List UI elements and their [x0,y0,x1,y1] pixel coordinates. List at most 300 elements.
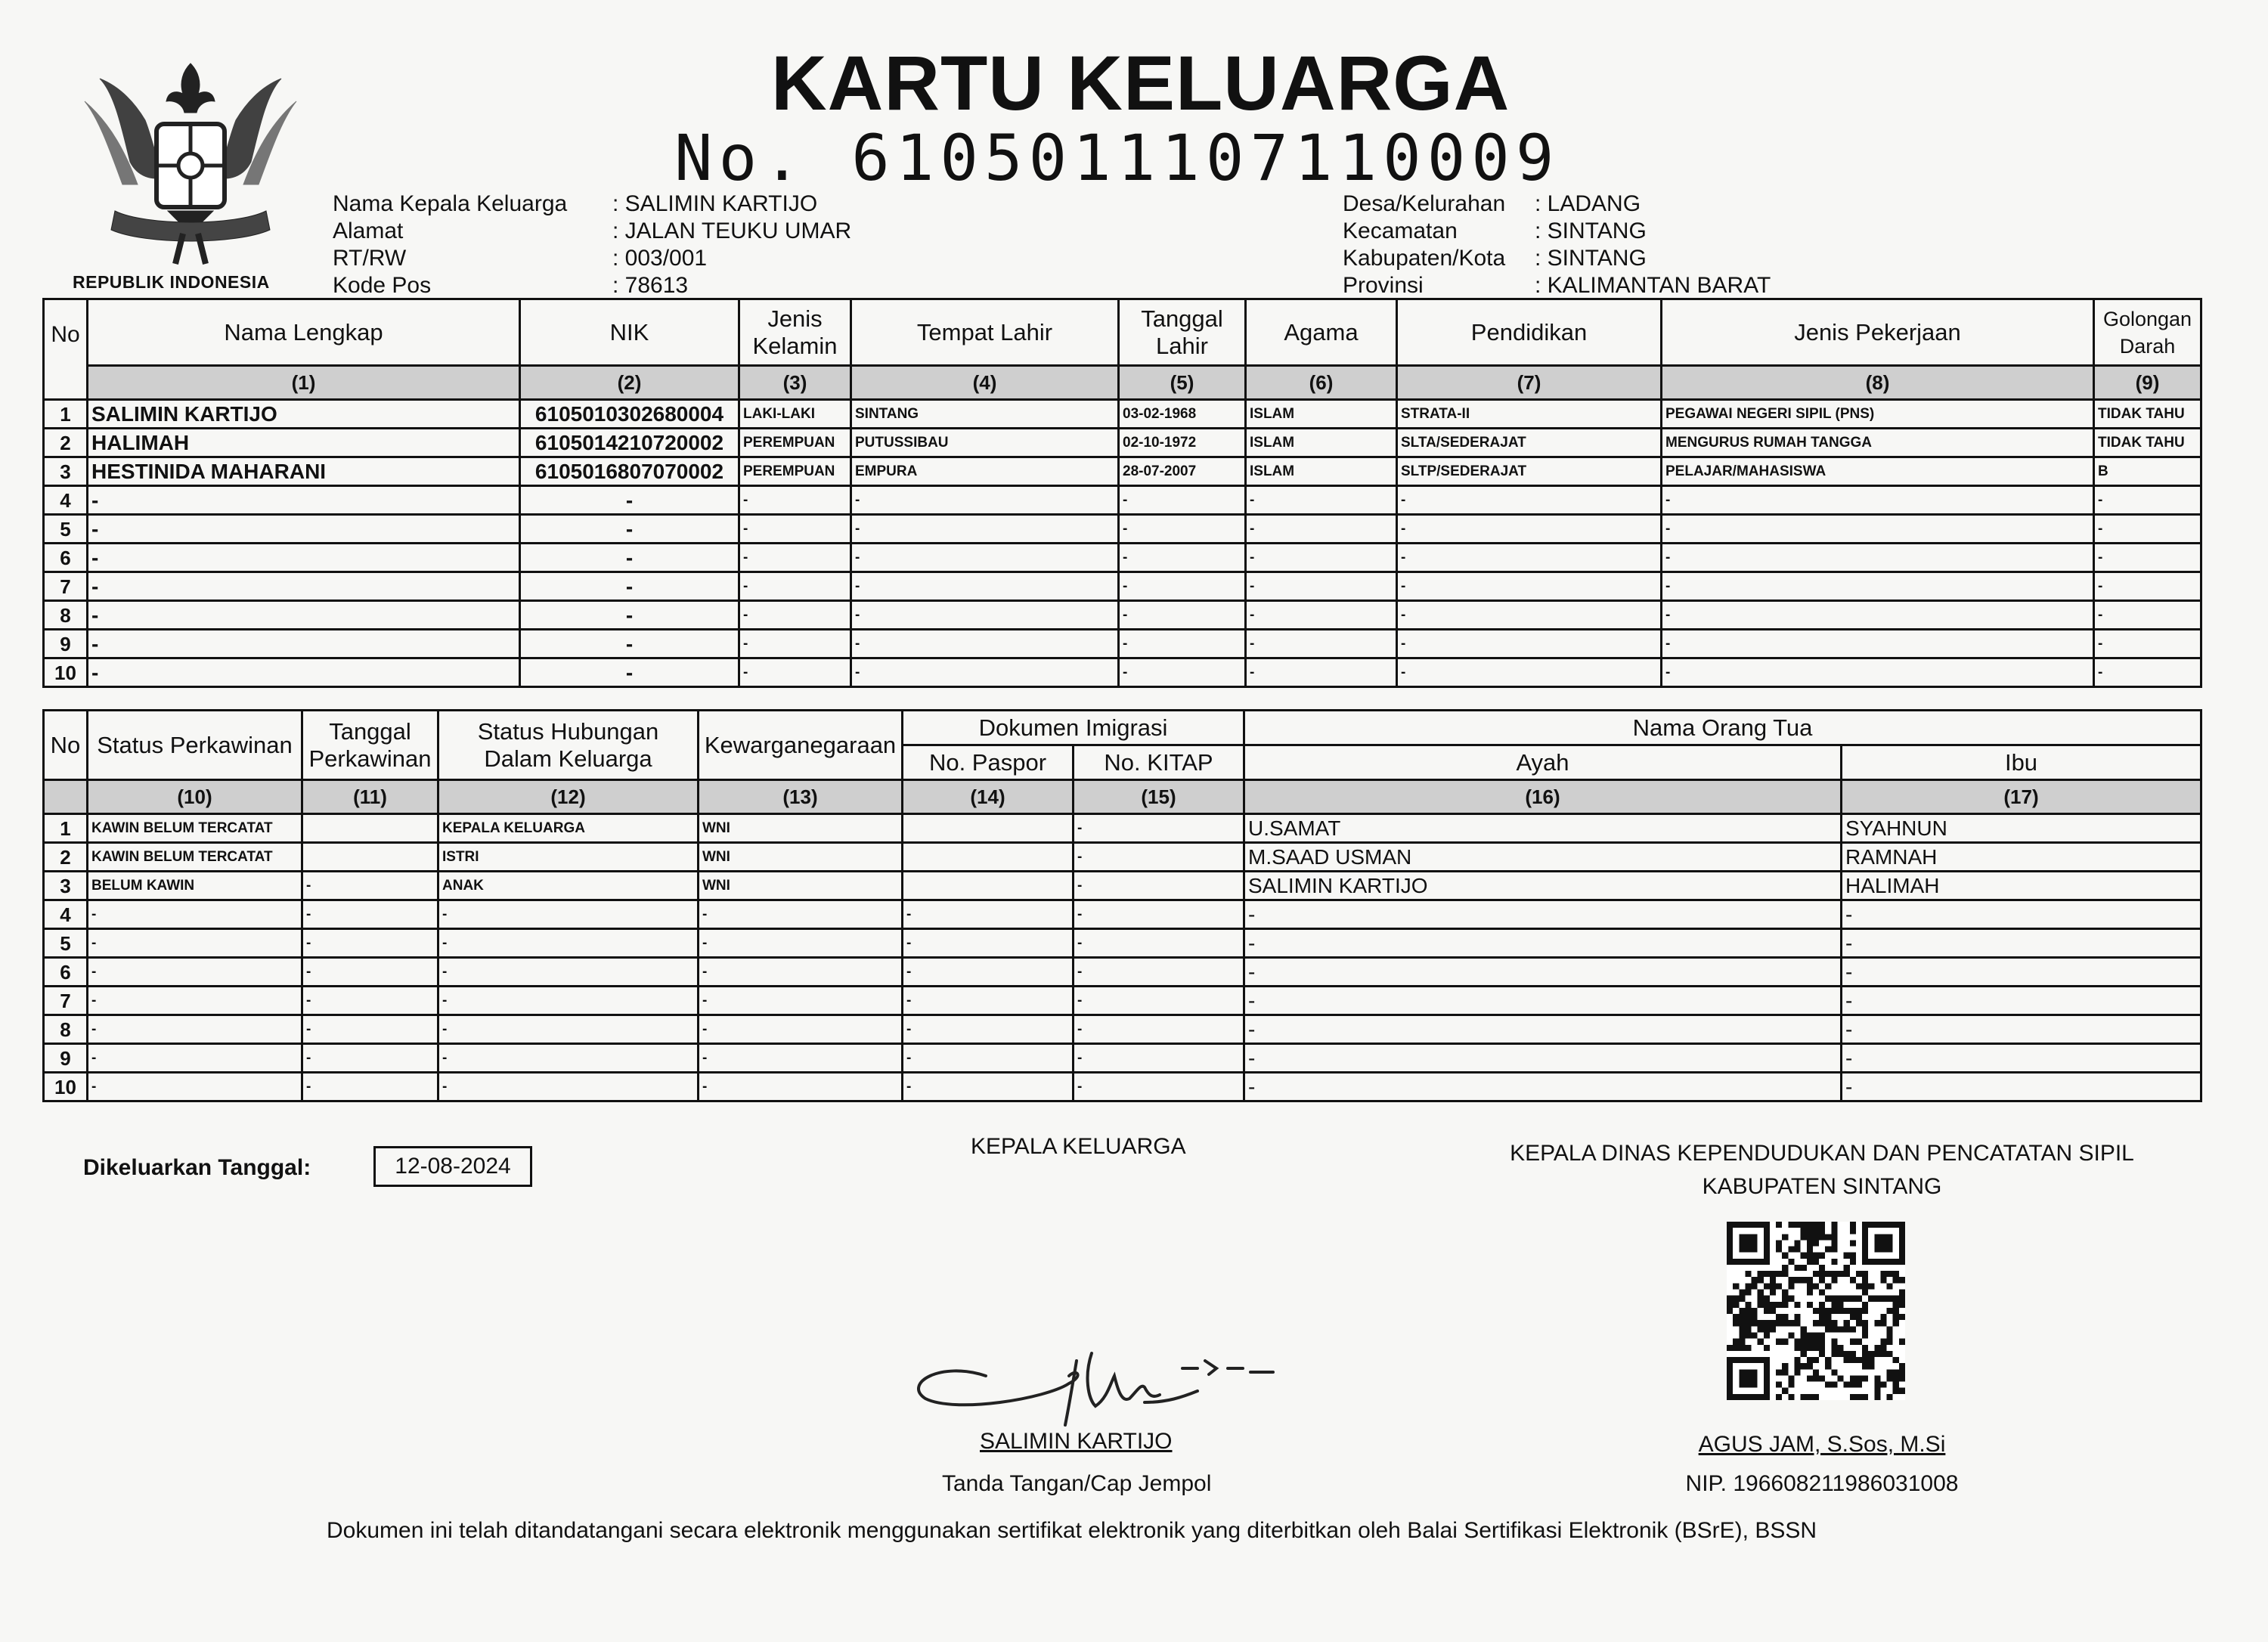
table-cell: - [1397,658,1662,687]
column-number: (11) [302,780,438,814]
table-header-row [44,299,2201,366]
table-row [44,400,2201,429]
table-cell: - [903,929,1074,958]
table-cell: - [1119,515,1246,544]
qr-code-icon [1727,1222,1905,1400]
col-header-tanggal-lahir: Tanggal Lahir [1119,299,1246,366]
table-cell: - [1842,1015,2201,1044]
garuda-emblem-icon [70,48,311,275]
table-row [44,1044,2201,1073]
table-cell: 3 [44,457,88,486]
table-cell: - [1119,630,1246,658]
table-cell: WNI [699,843,903,872]
family-status-table [42,709,2202,1102]
table-cell: BELUM KAWIN [88,872,302,900]
table-cell: - [302,1015,438,1044]
table-cell: 9 [44,1044,88,1073]
column-number: (9) [2094,366,2201,400]
table-cell: - [1662,658,2094,687]
info-row-kecamatan [1343,218,1771,245]
table-cell: 02-10-1972 [1119,429,1246,457]
table-cell: - [1074,843,1244,872]
kepala-keluarga-name: SALIMIN KARTIJO [980,1429,1173,1454]
table-row [44,457,2201,486]
col-header-golongan-darah: Golongan Darah [2094,299,2201,366]
table-cell: PEGAWAI NEGERI SIPIL (PNS) [1662,400,2094,429]
column-number: (16) [1244,780,1842,814]
table-cell: - [1119,486,1246,515]
table-cell: - [438,1044,699,1073]
col-header-no-kitap: No. KITAP [1074,745,1244,780]
table-cell: - [1244,958,1842,987]
table-cell: TIDAK TAHU [2094,429,2201,457]
info-value: : LADANG [1535,191,1641,216]
table-cell: - [520,572,739,601]
table-cell: 5 [44,515,88,544]
col-header-agama: Agama [1246,299,1397,366]
table-cell: B [2094,457,2201,486]
table-cell: - [1662,544,2094,572]
info-value: : 78613 [612,273,689,298]
table-cell: - [88,1044,302,1073]
table-row [44,872,2201,900]
column-number: (14) [903,780,1074,814]
family-members-table [42,298,2202,688]
table-cell: ANAK [438,872,699,900]
table-cell: - [1246,658,1397,687]
table-cell: - [903,958,1074,987]
table-cell: - [1074,900,1244,929]
table-cell: ISLAM [1246,429,1397,457]
info-label: Alamat [333,218,404,243]
table-cell: - [2094,515,2201,544]
table-cell: - [903,1073,1074,1101]
table-cell: SINTANG [851,400,1119,429]
table-cell: - [1244,987,1842,1015]
table-cell: - [739,515,851,544]
table-cell: - [1842,900,2201,929]
table-cell: - [1074,987,1244,1015]
table-cell: - [1662,601,2094,630]
table-row [44,814,2201,843]
table-cell [302,843,438,872]
table-cell: - [1119,658,1246,687]
table-cell: MENGURUS RUMAH TANGGA [1662,429,2094,457]
table-cell: - [1074,814,1244,843]
table-cell: - [302,987,438,1015]
table-cell: SLTP/SEDERAJAT [1397,457,1662,486]
official-nip: NIP. 196608211986031008 [1685,1471,1959,1496]
column-number: (3) [739,366,851,400]
household-info-right [1343,191,1771,299]
table-cell: - [1119,544,1246,572]
col-header-no: No [44,299,88,400]
info-value: : KALIMANTAN BARAT [1535,273,1771,298]
table-cell: - [903,1044,1074,1073]
table-cell [302,814,438,843]
table-row [44,658,2201,687]
table-row [44,515,2201,544]
col-header-pekerjaan: Jenis Pekerjaan [1662,299,2094,366]
column-number: (17) [1842,780,2201,814]
table-cell: - [1074,1015,1244,1044]
table-cell: - [2094,658,2201,687]
table-cell: 6105014210720002 [520,429,739,457]
col-header-status-hubungan: Status Hubungan Dalam Keluarga [438,711,699,780]
table-cell [903,814,1074,843]
table-cell: - [851,572,1119,601]
info-value: : SINTANG [1535,246,1647,271]
table-cell: - [1074,872,1244,900]
table-cell: - [438,958,699,987]
table-cell: - [1842,929,2201,958]
table-cell: - [302,900,438,929]
table-row [44,958,2201,987]
table-cell: HESTINIDA MAHARANI [88,457,520,486]
table-cell: - [1244,929,1842,958]
table-cell: SYAHNUN [1842,814,2201,843]
signature-icon [895,1331,1288,1429]
table-cell: - [699,900,903,929]
table-cell: - [88,929,302,958]
info-label: Desa/Kelurahan [1343,191,1506,216]
table-cell: EMPURA [851,457,1119,486]
column-number: (7) [1397,366,1662,400]
table-cell: - [1662,515,2094,544]
info-label: Kode Pos [333,273,432,298]
table-cell: - [88,515,520,544]
table-cell: WNI [699,872,903,900]
table-row [44,987,2201,1015]
document-number: No. 6105011107110009 [674,121,1560,195]
table-header-row [44,711,2201,745]
col-header-nama: Nama Lengkap [88,299,520,366]
issued-date-label: Dikeluarkan Tanggal: [83,1155,311,1180]
table-cell: - [1842,958,2201,987]
table-cell: - [520,544,739,572]
table-cell: - [520,486,739,515]
table-cell: - [520,601,739,630]
table-cell: PEREMPUAN [739,429,851,457]
table-cell: - [1397,572,1662,601]
table-cell [903,843,1074,872]
column-number: (15) [1074,780,1244,814]
info-value: : SALIMIN KARTIJO [612,191,818,216]
table-cell: - [1397,630,1662,658]
column-number: (6) [1246,366,1397,400]
table-cell: ISLAM [1246,457,1397,486]
table-cell: - [88,658,520,687]
column-number: (2) [520,366,739,400]
table-cell: - [88,630,520,658]
table-cell: WNI [699,814,903,843]
table-cell: - [302,1044,438,1073]
table-cell: LAKI-LAKI [739,400,851,429]
table-cell: 5 [44,929,88,958]
col-header-dokumen-imigrasi: Dokumen Imigrasi [903,711,1244,745]
table-cell: - [438,1015,699,1044]
table-cell: - [302,872,438,900]
col-header-ayah: Ayah [1244,745,1842,780]
info-row-rt-rw [333,245,851,272]
info-row-provinsi [1343,272,1771,299]
table-cell: - [88,486,520,515]
table-cell: - [1244,1015,1842,1044]
table-cell: ISTRI [438,843,699,872]
col-header-no: No [44,711,88,780]
col-header-nik: NIK [520,299,739,366]
table-cell: ISLAM [1246,400,1397,429]
column-number-row [44,780,2201,814]
table-cell: 7 [44,572,88,601]
table-cell: 8 [44,1015,88,1044]
info-label: Nama Kepala Keluarga [333,191,568,216]
table-cell: 9 [44,630,88,658]
table-cell: - [1074,929,1244,958]
official-title-line: KEPALA DINAS KEPENDUDUKAN DAN PENCATATAN SIPIL [1510,1141,2134,1166]
column-number: (4) [851,366,1119,400]
table-cell: STRATA-II [1397,400,1662,429]
table-cell: - [88,1015,302,1044]
table-cell: - [1662,486,2094,515]
table-cell: RAMNAH [1842,843,2201,872]
table-cell: - [739,601,851,630]
table-cell: - [520,658,739,687]
table-row [44,630,2201,658]
table-cell: - [1397,601,1662,630]
col-header-jenis-kelamin: Jenis Kelamin [739,299,851,366]
info-row-kabupaten [1343,245,1771,272]
col-header-pendidikan: Pendidikan [1397,299,1662,366]
col-header-status-perkawinan: Status Perkawinan [88,711,302,780]
table-cell: - [88,1073,302,1101]
official-title-line: KABUPATEN SINTANG [1702,1174,1942,1199]
table-cell: HALIMAH [1842,872,2201,900]
column-number: (12) [438,780,699,814]
table-cell: - [1662,630,2094,658]
table-cell: - [699,987,903,1015]
table-cell: - [438,1073,699,1101]
column-number: (13) [699,780,903,814]
table-cell: - [302,1073,438,1101]
col-header-tanggal-perkawinan: Tanggal Perkawinan [302,711,438,780]
table-cell: - [851,601,1119,630]
info-row-kepala-keluarga [333,191,851,218]
table-cell: - [2094,544,2201,572]
table-cell: 6 [44,544,88,572]
table-cell: - [1246,544,1397,572]
table-cell: - [1246,486,1397,515]
table-cell: U.SAMAT [1244,814,1842,843]
table-cell: HALIMAH [88,429,520,457]
table-cell: - [903,900,1074,929]
table-cell: - [851,658,1119,687]
table-cell: - [739,572,851,601]
document-title: KARTU KELUARGA [771,40,1510,126]
table-cell: - [520,630,739,658]
info-label: Provinsi [1343,273,1424,298]
info-row-alamat [333,218,851,245]
table-cell: SALIMIN KARTIJO [88,400,520,429]
table-cell: 03-02-1968 [1119,400,1246,429]
info-value: : SINTANG [1535,218,1647,243]
table-cell: 6105010302680004 [520,400,739,429]
col-header-nama-orang-tua: Nama Orang Tua [1244,711,2201,745]
table-cell: - [88,572,520,601]
column-number: (5) [1119,366,1246,400]
table-cell: - [699,1073,903,1101]
table-cell: - [851,544,1119,572]
col-header-kewarganegaraan: Kewarganegaraan [699,711,903,780]
table-row [44,572,2201,601]
official-title [1436,1137,2208,1204]
table-cell: 3 [44,872,88,900]
table-cell: - [1074,958,1244,987]
table-cell: - [438,900,699,929]
table-cell: - [739,544,851,572]
table-cell: - [739,486,851,515]
info-value: : 003/001 [612,246,708,271]
table-cell: - [88,544,520,572]
table-cell: SALIMIN KARTIJO [1244,872,1842,900]
column-number: (8) [1662,366,2094,400]
table-cell: TIDAK TAHU [2094,400,2201,429]
table-cell: - [88,958,302,987]
table-cell: - [1397,515,1662,544]
info-row-kode-pos [333,272,851,299]
column-number-blank [44,780,88,814]
table-row [44,544,2201,572]
table-cell: - [739,658,851,687]
col-header-tempat-lahir: Tempat Lahir [851,299,1119,366]
table-cell: 4 [44,900,88,929]
col-header-no-paspor: No. Paspor [903,745,1074,780]
table-row [44,929,2201,958]
table-cell: - [903,987,1074,1015]
column-number-row [44,366,2201,400]
table-cell: - [2094,601,2201,630]
household-info-left [333,191,851,299]
table-cell: M.SAAD USMAN [1244,843,1842,872]
table-cell: - [699,958,903,987]
table-cell: 1 [44,814,88,843]
table-cell: - [438,929,699,958]
table-cell: - [851,515,1119,544]
table-cell: 2 [44,429,88,457]
table-cell: - [699,1044,903,1073]
kepala-keluarga-title: KEPALA KELUARGA [971,1134,1186,1159]
table-cell: 2 [44,843,88,872]
info-row-desa [1343,191,1771,218]
table-row [44,1073,2201,1101]
table-cell: 7 [44,987,88,1015]
table-cell: - [699,1015,903,1044]
table-cell: - [903,1015,1074,1044]
column-number: (1) [88,366,520,400]
table-row [44,601,2201,630]
electronic-signature-note: Dokumen ini telah ditandatangani secara elektronik menggunakan sertifikat elektronik yang diterbitkan oleh Balai Sertifikasi Elektronik (BSrE), BSSN [327,1518,1817,1543]
table-row [44,843,2201,872]
table-cell: - [88,987,302,1015]
info-label: Kecamatan [1343,218,1458,243]
emblem-caption: REPUBLIK INDONESIA [73,272,270,292]
table-cell: 6105016807070002 [520,457,739,486]
official-name: AGUS JAM, S.Sos, M.Si [1698,1432,1946,1457]
family-status-body [44,814,2201,1101]
table-cell: - [739,630,851,658]
table-cell: 1 [44,400,88,429]
table-cell: - [2094,572,2201,601]
table-cell: - [1246,601,1397,630]
table-cell: - [1246,572,1397,601]
table-cell: - [520,515,739,544]
info-label: RT/RW [333,246,407,271]
table-cell: - [1244,900,1842,929]
table-cell: - [1119,601,1246,630]
table-cell: 4 [44,486,88,515]
table-cell: KEPALA KELUARGA [438,814,699,843]
table-row [44,429,2201,457]
table-cell: - [1246,630,1397,658]
column-number: (10) [88,780,302,814]
table-cell: - [2094,486,2201,515]
table-cell: KAWIN BELUM TERCATAT [88,843,302,872]
table-cell: - [438,987,699,1015]
table-cell: - [1074,1073,1244,1101]
table-row [44,900,2201,929]
info-value: : JALAN TEUKU UMAR [612,218,852,243]
table-cell: PELAJAR/MAHASISWA [1662,457,2094,486]
table-cell: - [302,958,438,987]
table-cell: KAWIN BELUM TERCATAT [88,814,302,843]
table-cell: - [1119,572,1246,601]
table-cell: - [1842,1044,2201,1073]
col-header-ibu: Ibu [1842,745,2201,780]
table-cell: - [1662,572,2094,601]
table-cell: 10 [44,1073,88,1101]
table-cell: - [1842,987,2201,1015]
table-cell: - [302,929,438,958]
table-cell: 6 [44,958,88,987]
table-cell: - [699,929,903,958]
table-cell: - [1842,1073,2201,1101]
table-cell [903,872,1074,900]
table-cell: SLTA/SEDERAJAT [1397,429,1662,457]
table-row [44,486,2201,515]
issued-date-value: 12-08-2024 [373,1146,532,1187]
table-cell: - [2094,630,2201,658]
table-cell: - [1244,1073,1842,1101]
table-cell: - [851,630,1119,658]
table-cell: - [88,900,302,929]
info-label: Kabupaten/Kota [1343,246,1506,271]
table-cell: 8 [44,601,88,630]
family-members-body [44,400,2201,687]
signature-caption: Tanda Tangan/Cap Jempol [942,1471,1212,1496]
table-cell: 10 [44,658,88,687]
table-cell: - [1397,544,1662,572]
table-cell: - [1246,515,1397,544]
table-cell: PEREMPUAN [739,457,851,486]
table-cell: - [851,486,1119,515]
table-cell: - [1244,1044,1842,1073]
table-cell: - [1397,486,1662,515]
table-row [44,1015,2201,1044]
table-cell: PUTUSSIBAU [851,429,1119,457]
table-cell: 28-07-2007 [1119,457,1246,486]
table-cell: - [88,601,520,630]
table-cell: - [1074,1044,1244,1073]
